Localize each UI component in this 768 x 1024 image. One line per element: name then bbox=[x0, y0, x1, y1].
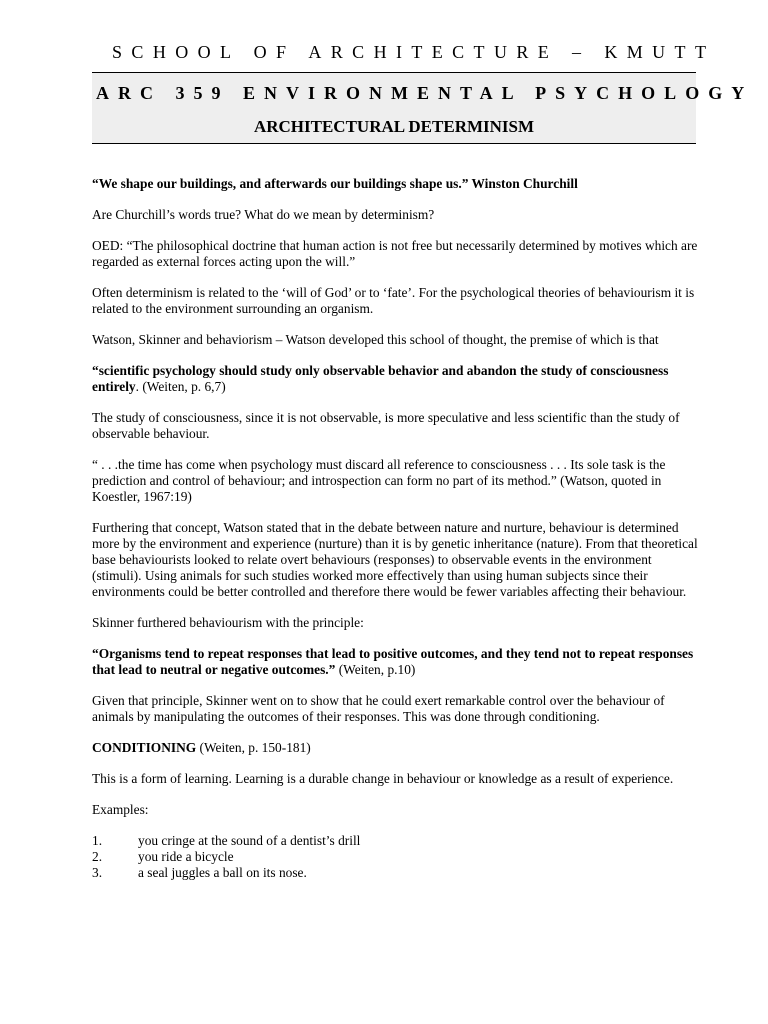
organisms-quote-ref: (Weiten, p.10) bbox=[335, 662, 416, 677]
scientific-quote-text: “scientific psychology should study only observable behavior and abandon the study of consciousness entirely bbox=[92, 363, 669, 394]
consciousness-paragraph: The study of consciousness, since it is not observable, is more speculative and less scientific than the study of observable behaviour. bbox=[92, 410, 680, 441]
document-body bbox=[92, 176, 702, 881]
list-item-text: a seal juggles a ball on its nose. bbox=[138, 865, 307, 880]
determinism-paragraph: Often determinism is related to the ‘will of God’ or to ‘fate’. For the psychological theories of behaviourism it is related to the environment surrounding an organism. bbox=[92, 285, 695, 316]
list-item-number: 3. bbox=[92, 865, 103, 880]
learning-paragraph: This is a form of learning. Learning is a durable change in behaviour or knowledge as a result of experience. bbox=[92, 771, 674, 786]
skinner-control-paragraph: Given that principle, Skinner went on to show that he could exert remarkable control over the behaviour of animals by manipulating the outcomes of their responses. This was done through conditioning. bbox=[92, 693, 665, 724]
watson-quote-paragraph: “ . . .the time has come when psychology must discard all reference to consciousness . . . Its sole task is the prediction and control of behaviour; and introspection can form no part of its method.” (Watson, quoted in Koestler, 1967:19) bbox=[92, 457, 666, 504]
furthering-paragraph: Furthering that concept, Watson stated that in the debate between nature and nurture, behaviour is determined more by the environment and experience (nurture) than it is by genetic inheritance (nature). From that theoretical base behaviourists looked to relate overt behaviours (responses) to observable events in the environment (stimuli). Using animals for such studies worked more effectively than using human subjects since their environments could be better controlled and therefore there would be fewer variables affecting their behaviour. bbox=[92, 520, 698, 599]
organisms-quote bbox=[92, 646, 702, 678]
scientific-quote-ref: . (Weiten, p. 6,7) bbox=[135, 379, 226, 394]
conditioning-heading bbox=[92, 740, 702, 756]
list-item-text: you cringe at the sound of a dentist’s drill bbox=[138, 833, 361, 848]
examples-label: Examples: bbox=[92, 802, 149, 817]
list-item bbox=[92, 849, 702, 865]
list-item bbox=[92, 833, 702, 849]
watson-paragraph: Watson, Skinner and behaviorism – Watson developed this school of thought, the premise of which is that bbox=[92, 332, 659, 347]
oed-paragraph: OED: “The philosophical doctrine that human action is not free but necessarily determined by motives which are regarded as external forces acting upon the will.” bbox=[92, 238, 698, 269]
churchill-quote bbox=[92, 176, 702, 192]
examples-list bbox=[92, 833, 702, 881]
list-item-number: 1. bbox=[92, 833, 103, 848]
course-header-box bbox=[92, 72, 754, 144]
document-title: ARCHITECTURAL DETERMINISM bbox=[253, 117, 535, 136]
conditioning-ref: (Weiten, p. 150-181) bbox=[196, 740, 311, 755]
scientific-psychology-quote bbox=[92, 363, 702, 395]
churchill-quote-text: “We shape our buildings, and afterwards our buildings shape us.” Winston Churchill bbox=[92, 176, 578, 191]
school-header: SCHOOL OF ARCHITECTURE – KMUTT bbox=[112, 42, 716, 62]
list-item-text: you ride a bicycle bbox=[138, 849, 234, 864]
skinner-paragraph: Skinner furthered behaviourism with the principle: bbox=[92, 615, 364, 630]
question-paragraph: Are Churchill’s words true? What do we mean by determinism? bbox=[92, 207, 435, 222]
conditioning-heading-text: CONDITIONING bbox=[92, 740, 197, 755]
organisms-quote-text: “Organisms tend to repeat responses that lead to positive outcomes, and they tend not to repeat responses that lead to neutral or negative outcomes.” bbox=[92, 646, 694, 677]
list-item bbox=[92, 865, 702, 881]
list-item-number: 2. bbox=[92, 849, 103, 864]
course-title: ARC 359 ENVIRONMENTAL PSYCHOLOGY bbox=[96, 83, 754, 103]
